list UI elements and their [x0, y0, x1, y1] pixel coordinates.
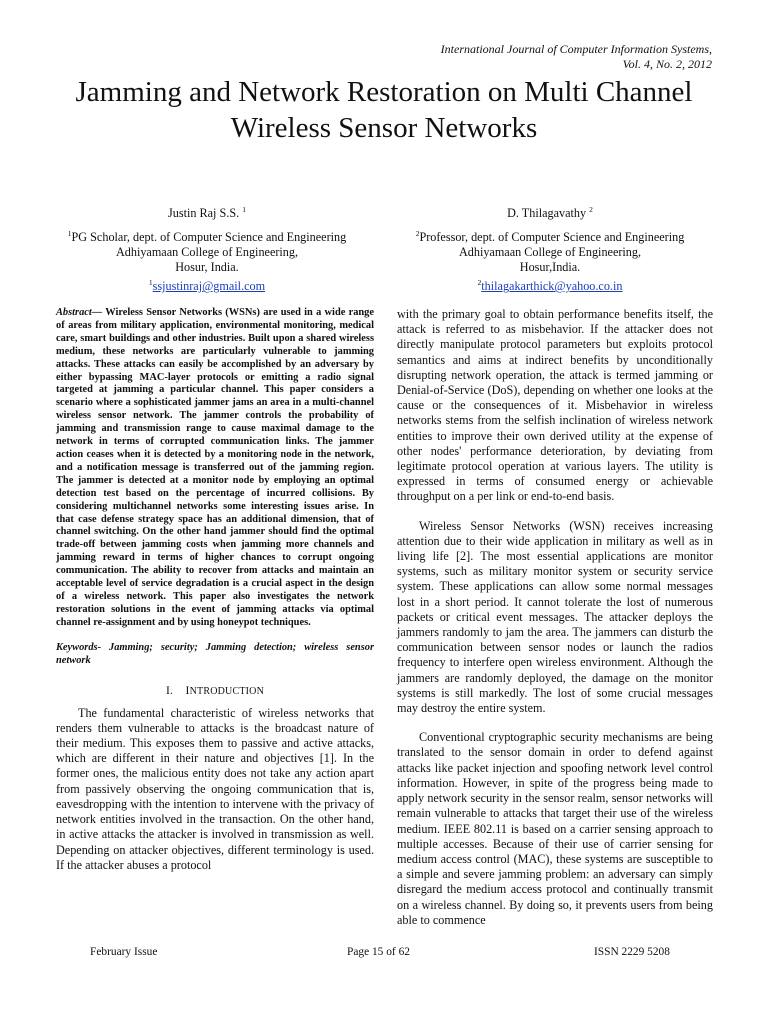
footer-issue: February Issue: [90, 946, 158, 958]
journal-name: International Journal of Computer Information Systems,: [440, 42, 712, 56]
journal-header: [441, 42, 712, 72]
paragraph-intro: The fundamental characteristic of wireless networks that renders them vulnerable to attacks is the broadcast nature of their medium. This exposes them to passive and active attacks, which are different in their nature and objectives [1]. In the former ones, the malicious entity does not take any action apart from passively observing the ongoing communication that is, eavesdropping with the intention to intervene with the privacy of network entities involved in the transaction. On the other hand, in active attacks the attacker is involved in transmission as well. Depending on attacker objectives, different terminology is used. If the attacker abuses a protocol: [56, 705, 374, 872]
paper-title: [20, 74, 748, 146]
author-email-link[interactable]: thilagakarthick@yahoo.co.in: [481, 279, 623, 294]
author-email: $^2$thilagakarthick@yahoo.co.in: [477, 278, 623, 294]
abstract: [56, 307, 374, 630]
paragraph-cryptographic: Conventional cryptographic security mechanisms are being translated to the sensor domain in order to defend against attacks like packet injection and spoofing network level control information. However, in spite of the progress being made to apply network security in the sensor realm, sensor networks will remain vulnerable to attacks that target their use of the wireless medium. IEEE 802.11 is based on a carrier sensing approach to multiple accesses. Because of their use of carrier sensing for medium access control (MAC), these systems are susceptible to a simple and severe jamming problem: an adversary can simply disregard the medium access protocol and continually transmit on a wireless channel. By doing so, it prevents users from being able to commence: [397, 730, 713, 927]
author-block-2: [390, 202, 710, 294]
paragraph-wsn: Wireless Sensor Networks (WSN) receives increasing attention due to their wide application in military as well as in living life [2]. The most essential applications are monitor systems, such as military monitor system or security service system. These applications can allow some normal messages lost in a short period. It cannot tolerate the lost of numerous packets or critical event messages. The attacker deploys the jammers randomly to jam the area. The jammers can disturb the communication between sensor nodes or launch the radios frequency to interfere open wireless environment. Although the jammers are randomly deployed, the damage on the monitor systems is still markedly. The lost of some crucial messages may destroy the entire system.: [397, 518, 713, 716]
abstract-text: Wireless Sensor Networks (WSNs) are used in a wide range of areas from military application, environmental monitoring, medical care, smart buildings and other industries. Built upon a shared wireless medium, these networks are particularly vulnerable to jamming attacks. These attacks can easily be accomplished by an adversary by either bypassing MAC-layer protocols or emitting a radio signal targeted at jamming a particular channel. This paper considers a scenario where a sophisticated jammer jams an area in a multi-channel wireless sensor network. The jammer controls the probability of jamming and transmission range to cause maximal damage to the network in terms of corrupted communication links. The jammer action ceases when it is detected by a monitoring node in the network, and a notification message is transferred out of the jamming region. The jammer is detected at a monitor node by employing an optimal detection test based on the percentage of incurred collisions. By considering multichannel networks some interesting issues arise. In that case defense strategy space has an additional dimension, that of channel switching. On the other hand jammer should find the optimal trade-off between jamming costs when jamming more channels and jamming reward in terms of higher chances to corrupt ongoing communication. The ability to recover from attacks and maintain an acceptable level of service degradation is a crucial aspect in the design of a wireless network. This paper also investigates the network restoration solutions in the event of jamming attacks via optimal channel re-assignment and by using honeypot techniques.: [56, 307, 374, 628]
author-name: D. Thilagavathy $^2$: [507, 205, 593, 221]
paragraph-misbehavior: with the primary goal to obtain performance benefits itself, the attack is referred to as misbehavior. If the attacker does not directly manipulate protocol parameters but exploits protocol semantics and aims at indirect benefits by unconditionally disrupting network operation, the attack is termed jamming or Denial-of-Service (DoS), depending on whether one looks at the cause or the consequences of it. Misbehavior in wireless networks stems from the selfish inclination of wireless network entities to improve their own derived utility at the expense of other nodes' performance deterioration, by deviating from legitimate protocol operation at various layers. The utility is expressed in terms of consumed energy or achievable throughput on a per link or end-to-end basis.: [397, 307, 713, 504]
abstract-label: Abstract—: [56, 307, 103, 318]
author-affiliation: $^1$PG Scholar, dept. of Computer Science and Engineering: [67, 229, 347, 245]
footer-issn: ISSN 2229 5208: [594, 946, 670, 958]
author-city: Hosur,India.: [519, 260, 581, 275]
section-heading: I. INTRODUCTION: [165, 684, 265, 698]
author-college: Adhiyamaan College of Engineering,: [115, 245, 299, 260]
keywords: Keywords- Jamming; security; Jamming detection; wireless sensor network: [56, 641, 374, 666]
footer-page-number: Page 15 of 62: [347, 946, 410, 958]
author-city: Hosur, India.: [175, 260, 239, 275]
author-name: Justin Raj S.S. $^1$: [168, 205, 246, 221]
left-column: [56, 307, 374, 873]
author-college: Adhiyamaan College of Engineering,: [458, 245, 642, 260]
right-column: [397, 307, 713, 928]
author-block-1: [47, 202, 367, 294]
journal-volume: Vol. 4, No. 2, 2012: [622, 57, 712, 71]
paper-title-line2: Wireless Sensor Networks: [230, 112, 538, 144]
paper-title-line1: Jamming and Network Restoration on Multi Channel: [75, 76, 693, 108]
author-email-link[interactable]: ssjustinraj@gmail.com: [152, 279, 266, 294]
author-affiliation: $^2$Professor, dept. of Computer Science and Engineering: [415, 229, 685, 245]
author-email: $^1$ssjustinraj@gmail.com: [148, 278, 266, 294]
